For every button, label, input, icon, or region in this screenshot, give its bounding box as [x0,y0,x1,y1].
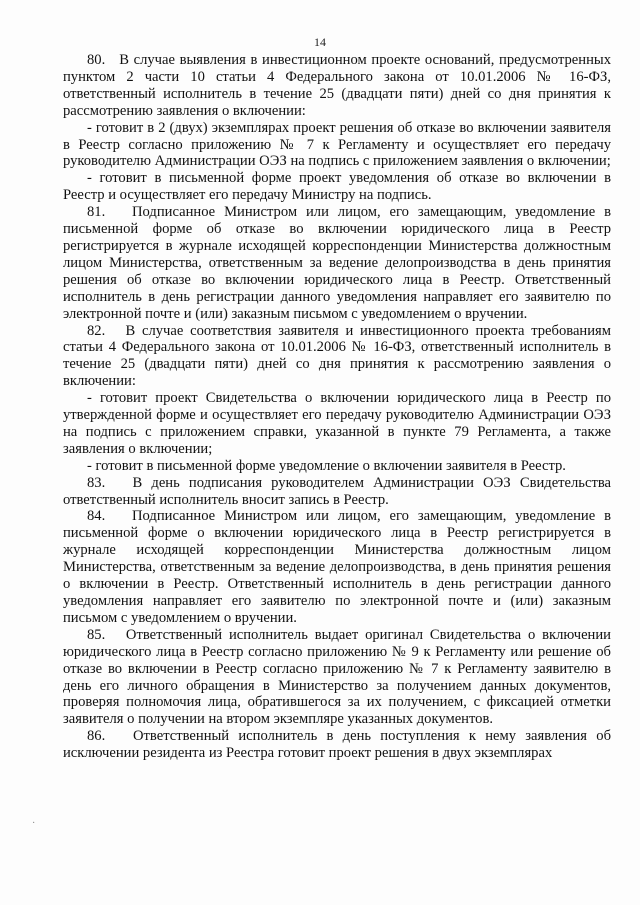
scan-speck: · [32,818,36,829]
paragraph-80: 80. В случае выявления в инвестиционном проекте оснований, предусмотренных пунктом 2 части 10 статьи 4 Федерального закона от 10.01.2006 № 16-ФЗ, ответственный исполнитель в течение 25 (двадцати пяти) дней со дня принятия к рассмотрению заявления о включении: [63,52,611,119]
paragraph-80-item-1: - готовит в 2 (двух) экземплярах проект решения об отказе во включении заявителя в Реестр согласно приложению № 7 к Регламенту и осуществляет его передачу руководителю Администрации ОЭЗ на подпись с приложением заявления о включении; [63,119,611,170]
document-body [63,52,611,762]
page-number: 14 [314,35,326,49]
paragraph-84: 84. Подписанное Министром или лицом, его замещающим, уведомление в письменной форме о включении юридического лица в Реестр регистрируется в журнале исходящей корреспонденции Министерства должностным лицом Министерства, ответственным за ведение делопроизводства, в день принятия решения о включении в Реестр. Ответственный исполнитель в день регистрации данного уведомления направляет его заявителю по электронной почте и (или) заказным письмом с уведомлением о вручении. [63,508,611,626]
paragraph-80-item-2: - готовит в письменной форме проект уведомления об отказе во включении в Реестр и осуществляет его передачу Министру на подпись. [63,170,611,204]
paragraph-86: 86. Ответственный исполнитель в день поступления к нему заявления об исключении резидента из Реестра готовит проект решения в двух экземплярах [63,728,611,762]
paragraph-82: 82. В случае соответствия заявителя и инвестиционного проекта требованиям статьи 4 Федерального закона от 10.01.2006 № 16-ФЗ, ответственный исполнитель в течение 25 (двадцати пяти) дней со дня принятия к рассмотрению заявления о включении: [63,322,611,390]
paragraph-82-item-1: - готовит проект Свидетельства о включении юридического лица в Реестр по утвержденной форме и осуществляет его передачу руководителю Администрации ОЭЗ на подпись с приложением справки, указанной в пункте 79 Регламента, а также заявления о включении; [63,390,611,457]
paragraph-81: 81. Подписанное Министром или лицом, его замещающим, уведомление в письменной форме об отказе во включении юридического лица в Реестр регистрируется в журнале исходящей корреспонденции Министерства должностным лицом Министерства, ответственным за ведение делопроизводства в день принятия решения об отказе во включении юридического лица в Реестр. Ответственный исполнитель в день регистрации данного уведомления направляет его заявителю по электронной почте и (или) заказным письмом с уведомлением о вручении. [63,204,611,322]
paragraph-85: 85. Ответственный исполнитель выдает оригинал Свидетельства о включении юридического лица в Реестр согласно приложению № 9 к Регламенту или решение об отказе во включении в Реестр согласно приложению № 7 к Регламенту заявителю в день его личного обращения в Министерство за получением данных документов, проверяя полномочия лица, обратившегося за их получением, с фиксацией отметки заявителя о получении на втором экземпляре указанных документов. [63,626,611,728]
paragraph-83: 83. В день подписания руководителем Администрации ОЭЗ Свидетельства ответственный исполнитель вносит запись в Реестр. [63,474,611,508]
paragraph-82-item-2: - готовит в письменной форме уведомление о включении заявителя в Реестр. [87,457,566,474]
